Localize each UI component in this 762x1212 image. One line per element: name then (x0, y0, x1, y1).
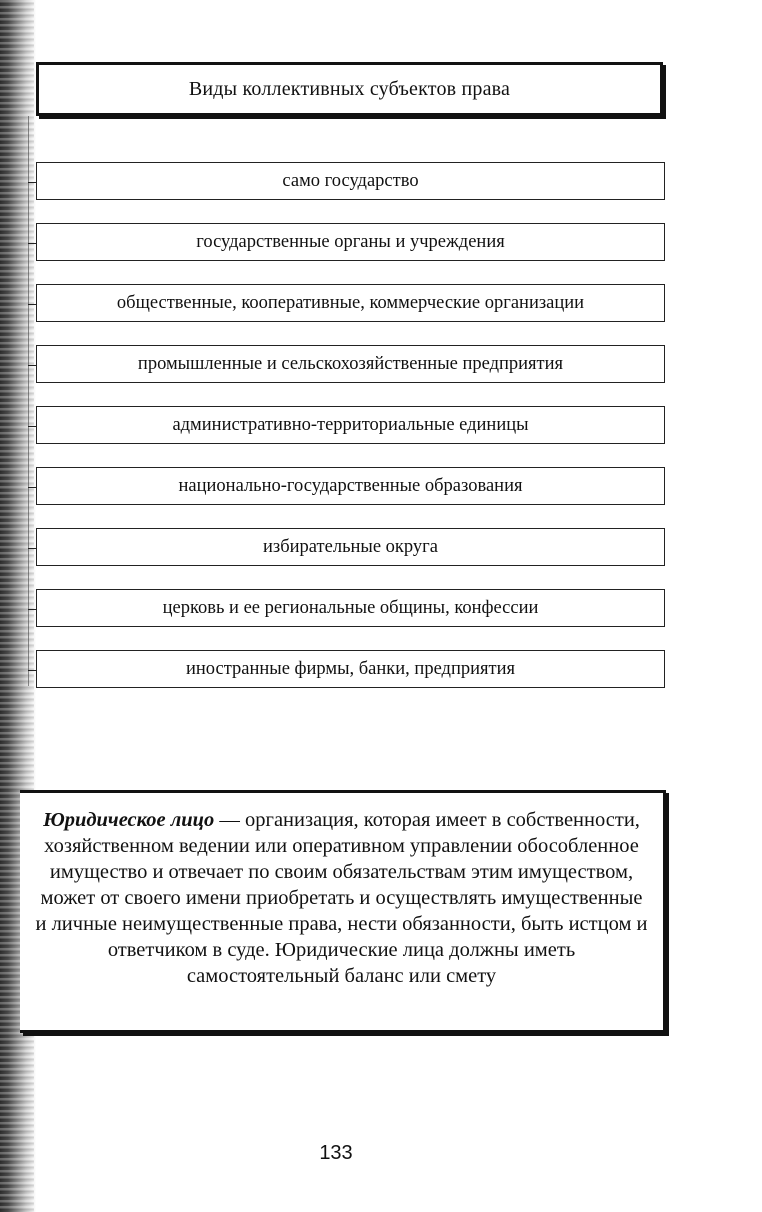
definition-box (20, 790, 666, 1033)
type-item (36, 162, 665, 200)
diagram-title: Виды коллективных субъектов права (188, 77, 511, 100)
type-item (36, 284, 665, 322)
type-item (36, 223, 665, 261)
type-item-label: общественные, кооперативные, коммерческие организации (116, 292, 585, 313)
diagram-trunk-line (28, 116, 29, 686)
definition-text: — организация, которая имеет в собственности, хозяйственном ведении или оперативном управлении обособленное имущество и отвечает по своим обязательствам этим имуществом, может от своего имени приобретать и осуществлять имущественные и личные неимущественные права, нести обязанности, быть истцом и ответчиком в суде. Юридические лица должны иметь самостоятельный баланс или смету (35, 809, 648, 987)
definition-term: Юридическое лицо (43, 809, 215, 831)
type-item-label: национально-государственные образования (178, 475, 523, 496)
type-item-label: административно-территориальные единицы (172, 414, 529, 435)
type-item (36, 467, 665, 505)
type-item-label: избирательные округа (263, 536, 438, 557)
type-item (36, 650, 665, 688)
type-item-label: иностранные фирмы, банки, предприятия (185, 658, 516, 679)
type-item (36, 406, 665, 444)
type-item-label: государственные органы и учреждения (196, 231, 505, 252)
type-item (36, 589, 665, 627)
type-item-label: само государство (282, 170, 419, 191)
page-number: 133 (319, 1142, 353, 1164)
type-item-label: промышленные и сельскохозяйственные предприятия (137, 353, 564, 374)
type-item (36, 345, 665, 383)
type-item (36, 528, 665, 566)
title-box (36, 62, 663, 116)
type-item-label: церковь и ее региональные общины, конфессии (162, 597, 539, 618)
